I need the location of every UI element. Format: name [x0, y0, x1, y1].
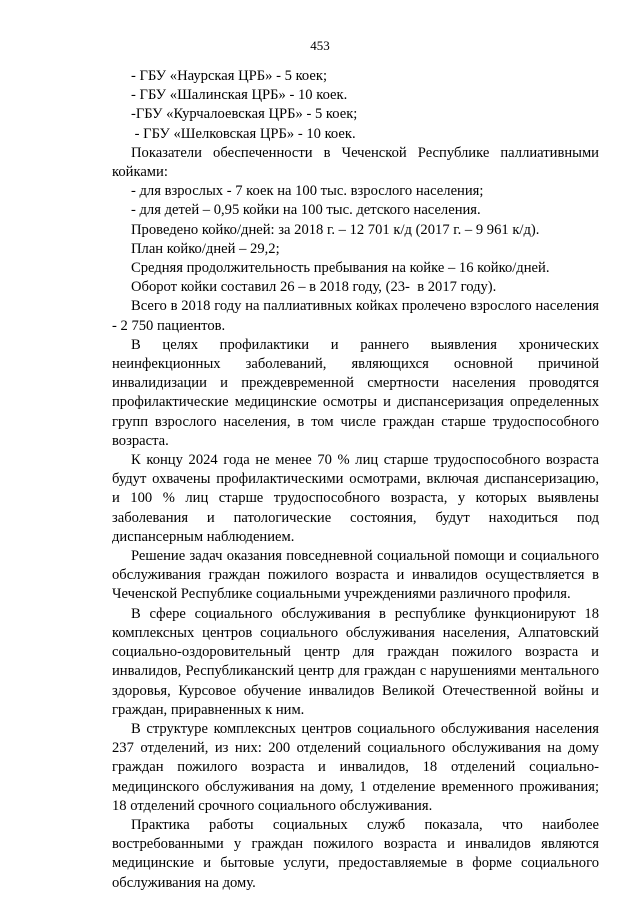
paragraph-average-stay: Средняя продолжительность пребывания на койке – 16 койко/дней. — [131, 260, 550, 277]
list-item: - ГБУ «Наурская ЦРБ» - 5 коек; — [131, 68, 328, 84]
paragraph-provision-indicators: Показатели обеспеченности в Чеченской Республике паллиативными койками: — [112, 144, 599, 181]
paragraph-practice: Практика работы социальных служб показала, что наиболее востребованными у граждан пожилого возраста и инвалидов являются медицинские и бытовые услуги, предоставляемые в форме социального обслуживания на дому. — [112, 816, 599, 891]
list-item: - для детей – 0,95 койки на 100 тыс. детского населения. — [131, 202, 481, 219]
list-item: - ГБУ «Шелковская ЦРБ» - 10 коек. — [131, 125, 356, 142]
list-item: -ГБУ «Курчалоевская ЦРБ» - 5 коек; — [131, 106, 358, 123]
paragraph-center-structure: В структуре комплексных центров социального обслуживания населения 237 отделений, из них: 200 отделений социального обслуживания на дому граждан пожилого возраста и инвалидов, 18 отделений социально-медицинского обслуживания на дому, 1 отделение временного проживания; 18 отделений срочного социального обслуживания. — [112, 720, 599, 814]
document-body — [112, 67, 599, 893]
paragraph-bed-turnover: Оборот койки составил 26 – в 2018 году, (23- в 2017 году). — [131, 279, 497, 296]
paragraph-prevention: В целях профилактики и раннего выявления хронических неинфекционных заболеваний, являющихся основной причиной инвалидизации и преждевременной смертности населения проводятся профилактические медицинские осмотры и диспансеризация определенных групп взрослого населения, в том числе граждан старше трудоспособного возраста. — [112, 336, 599, 449]
paragraph-bed-days-plan: План койко/дней – 29,2; — [131, 240, 280, 257]
list-item: - ГБУ «Шалинская ЦРБ» - 10 коек. — [131, 87, 348, 104]
paragraph-bed-days: Проведено койко/дней: за 2018 г. – 12 701 к/д (2017 г. – 9 961 к/д). — [131, 221, 540, 238]
page-number: 453 — [310, 38, 330, 53]
paragraph-social-centers: В сфере социального обслуживания в республике функционируют 18 комплексных центров социального обслуживания населения, Алпатовский социально-оздоровительный центр для граждан пожилого возраста и инвалидов, Республиканский центр для граждан с нарушениями ментального здоровья, Курсовое обучение инвалидов Великой Отечественной войны и граждан, приравненных к ним. — [112, 605, 599, 718]
paragraph-target-2024: К концу 2024 года не менее 70 % лиц старше трудоспособного возраста будут охвачены профилактическими осмотрами, включая диспансеризацию, и 100 % лиц старше трудоспособного возраста, у которых выявлены заболевания и патологические состояния, будут находиться под диспансерным наблюдением. — [112, 452, 599, 545]
list-item: - для взрослых - 7 коек на 100 тыс. взрослого населения; — [131, 183, 484, 200]
paragraph-treated-total: Всего в 2018 году на паллиативных койках пролечено взрослого населения - 2 750 пациентов. — [112, 298, 599, 334]
paragraph-social-help: Решение задач оказания повседневной социальной помощи и социального обслуживания граждан пожилого возраста и инвалидов осуществляется в Чеченской Республике социальными учреждениями различного профиля. — [112, 548, 599, 603]
